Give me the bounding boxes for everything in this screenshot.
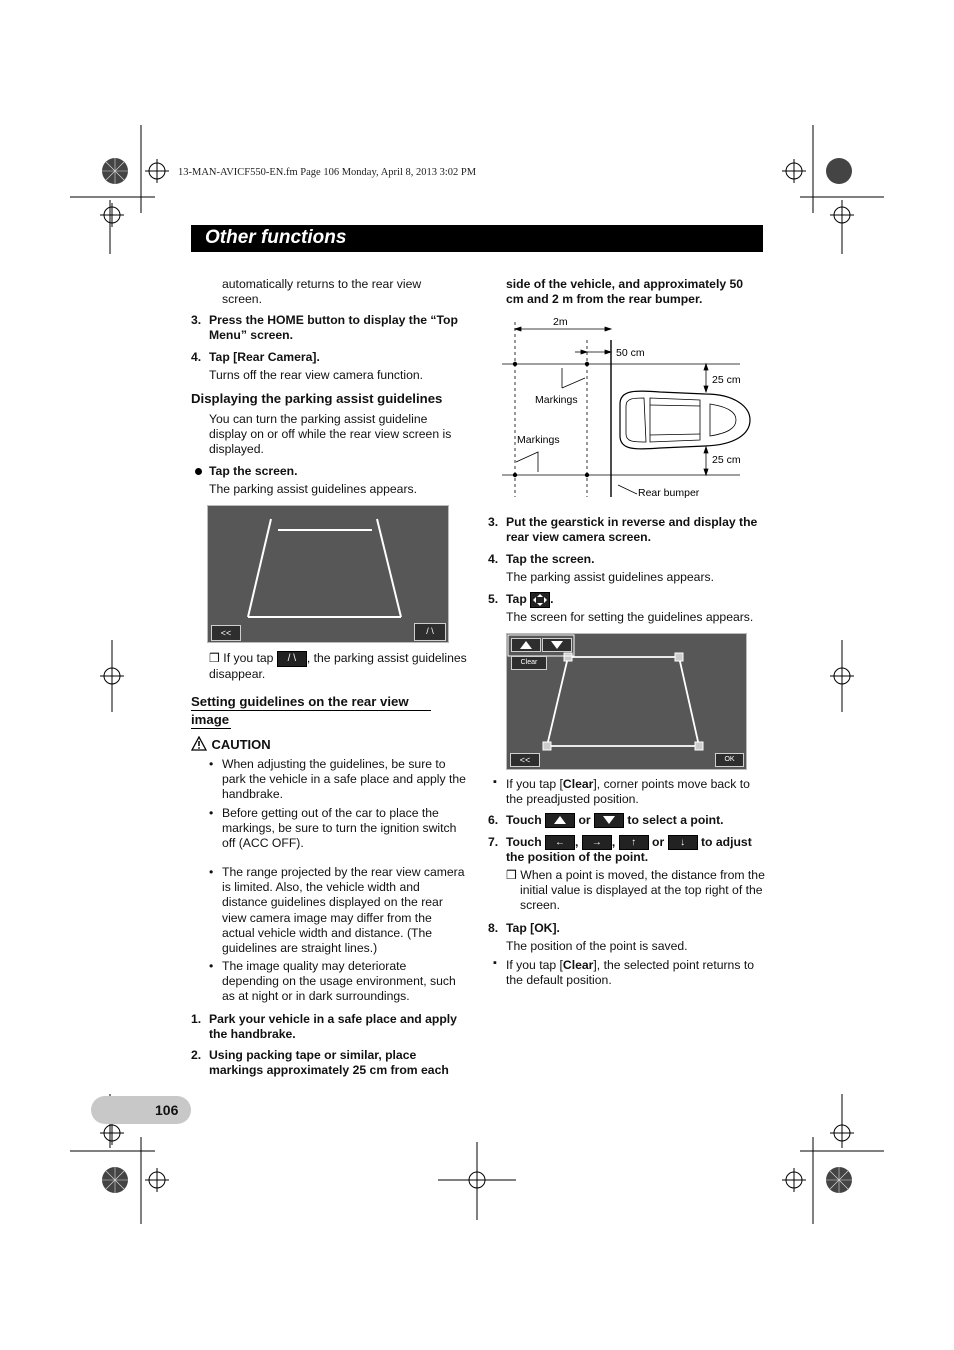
caution-bullet: • bbox=[209, 865, 214, 879]
file-info: 13-MAN-AVICF550-EN.fm Page 106 Monday, April 8, 2013 3:02 PM bbox=[178, 167, 477, 178]
left-arrow-icon: ← bbox=[545, 835, 575, 850]
guideline-overlay bbox=[507, 634, 746, 769]
four-arrows-icon bbox=[531, 593, 549, 607]
step-number: 7. bbox=[488, 835, 499, 849]
note-bold: Clear bbox=[562, 777, 594, 791]
warning-icon bbox=[191, 736, 207, 751]
step-description: The screen for setting the guidelines appears. bbox=[506, 610, 754, 624]
caution-bullet: • bbox=[209, 757, 214, 771]
step-description: The position of the point is saved. bbox=[506, 939, 688, 953]
up-arrow-icon: ↑ bbox=[619, 835, 649, 850]
step6-touch: Touch bbox=[506, 813, 542, 827]
adjust-guidelines-icon bbox=[530, 592, 550, 608]
back-button[interactable]: << bbox=[211, 625, 241, 641]
note-suffix: , the parking assist guidelines disappear. bbox=[209, 651, 467, 681]
step7-sep: , bbox=[611, 835, 616, 849]
section-underline bbox=[191, 710, 431, 711]
note-prefix: ❒ If you tap bbox=[209, 651, 274, 666]
caution-item: The image quality may deteriorate depending on the usage environment, such as at night or in dark surroundings. bbox=[222, 959, 456, 1004]
section-title: Displaying the parking assist guidelines bbox=[191, 391, 443, 406]
caution-item: The range projected by the rear view camera is limited. Also, the vehicle width and distance guidelines displayed on the rear view camera image may differ from the actual vehicle width and distance. (The guidelines are straight lines.) bbox=[222, 865, 465, 956]
square-bullet: ▪ bbox=[493, 957, 497, 969]
header-bar bbox=[191, 225, 763, 252]
page-number: 106 bbox=[155, 1102, 179, 1118]
step6-or: or bbox=[578, 813, 591, 827]
guideline-toggle-icon: / \ bbox=[277, 651, 307, 667]
note-post: ], the selected point returns to the default position. bbox=[506, 958, 754, 988]
bullet-description: The parking assist guidelines appears. bbox=[209, 482, 417, 496]
step-text bbox=[506, 813, 766, 828]
note-pre: If you tap [ bbox=[506, 777, 563, 791]
guideline-toggle-button[interactable]: / \ bbox=[414, 623, 446, 641]
step-number: 4. bbox=[488, 552, 499, 566]
bullet-icon bbox=[195, 468, 202, 475]
step7-or: or bbox=[652, 835, 665, 849]
step-text: Put the gearstick in reverse and display the rear view camera screen. bbox=[506, 515, 758, 545]
diagram-label-rear-bumper: Rear bumper bbox=[638, 487, 700, 499]
caution-title: CAUTION bbox=[211, 737, 271, 752]
diagram-label-markings: Markings bbox=[517, 434, 560, 446]
step-text: Tap the screen. bbox=[506, 552, 595, 566]
down-arrow-icon bbox=[594, 813, 624, 828]
step-number: 5. bbox=[488, 592, 499, 606]
diagram-label-markings: Markings bbox=[535, 394, 578, 406]
caution-item: Before getting out of the car to place the markings, be sure to turn the ignition switch off (ACC OFF). bbox=[222, 806, 457, 851]
down-arrow-button[interactable] bbox=[542, 638, 572, 652]
note bbox=[506, 777, 766, 807]
diagram-label-50cm: 50 cm bbox=[616, 347, 645, 359]
continued-text: automatically returns to the rear view screen. bbox=[222, 277, 422, 307]
step-text: Park your vehicle in a safe place and apply the handbrake. bbox=[209, 1012, 457, 1042]
note bbox=[209, 651, 471, 682]
step-text: Press the HOME button to display the “Top Menu” screen. bbox=[209, 313, 458, 343]
guideline-setting-screen[interactable] bbox=[506, 633, 747, 770]
step-number: 4. bbox=[191, 350, 202, 364]
step-number: 8. bbox=[488, 921, 499, 935]
step7-sep: , bbox=[575, 835, 579, 849]
caution-bullet: • bbox=[209, 959, 214, 973]
rear-view-screen[interactable] bbox=[207, 505, 449, 643]
caution-header bbox=[191, 736, 271, 754]
step7-end: to adjust bbox=[700, 835, 752, 849]
step6-end: to select a point. bbox=[627, 813, 724, 827]
section-title: Setting guidelines on the rear view image bbox=[191, 694, 409, 727]
step-number: 2. bbox=[191, 1048, 202, 1062]
down-arrow-icon: ↓ bbox=[668, 835, 698, 850]
caution-item: When adjusting the guidelines, be sure to park the vehicle in a safe place and apply the handbrake. bbox=[222, 757, 466, 802]
square-bullet: ▪ bbox=[493, 776, 497, 788]
note-pre: If you tap [ bbox=[506, 958, 563, 972]
page-number-badge bbox=[91, 1096, 191, 1124]
step-description: The parking assist guidelines appears. bbox=[506, 570, 714, 584]
diagram-label-25cm-bottom: 25 cm bbox=[712, 454, 741, 466]
step-note: ❒ When a point is moved, the distance from the initial value is displayed at the top right of the screen. bbox=[506, 868, 765, 913]
section-underline bbox=[191, 728, 231, 729]
step-text-continued: side of the vehicle, and approximately 50 cm and 2 m from the rear bumper. bbox=[506, 277, 744, 307]
step-description: Turns off the rear view camera function. bbox=[209, 368, 424, 382]
marking-diagram bbox=[500, 312, 765, 502]
right-arrow-icon: → bbox=[582, 835, 612, 850]
step-number: 3. bbox=[191, 313, 202, 327]
diagram-label-25cm-top: 25 cm bbox=[712, 374, 741, 386]
step-text: Using packing tape or similar, place markings approximately 25 cm from each bbox=[209, 1048, 449, 1078]
step-text: Tap [OK]. bbox=[506, 921, 560, 935]
step-text: Tap . bbox=[506, 592, 554, 607]
diagram-label-2m: 2m bbox=[553, 316, 568, 328]
guideline-overlay bbox=[208, 506, 448, 642]
step7-touch: Touch bbox=[506, 835, 542, 849]
caution-bullet: • bbox=[209, 806, 214, 820]
step-number: 1. bbox=[191, 1012, 202, 1026]
section-body: You can turn the parking assist guideline display on or off while the rear view screen is displayed. bbox=[209, 412, 452, 457]
up-arrow-icon bbox=[545, 813, 575, 828]
page-title: Other functions bbox=[205, 227, 347, 248]
note-bold: Clear bbox=[562, 958, 594, 972]
back-button[interactable]: << bbox=[510, 753, 540, 767]
step5-label: Tap bbox=[506, 592, 527, 607]
up-arrow-icon bbox=[520, 641, 532, 649]
clear-button[interactable]: Clear bbox=[511, 656, 547, 670]
ok-button[interactable]: OK bbox=[715, 753, 744, 767]
step-text bbox=[506, 835, 766, 850]
step-text: the position of the point. bbox=[506, 850, 649, 864]
step-number: 6. bbox=[488, 813, 499, 827]
note bbox=[506, 958, 766, 988]
step-text: Tap [Rear Camera]. bbox=[209, 350, 320, 364]
up-arrow-button[interactable] bbox=[511, 638, 541, 652]
note-post: ], corner points move back to the preadjusted position. bbox=[506, 777, 750, 807]
step-number: 3. bbox=[488, 515, 499, 529]
bullet-text: Tap the screen. bbox=[209, 464, 298, 478]
down-arrow-icon bbox=[551, 641, 563, 649]
